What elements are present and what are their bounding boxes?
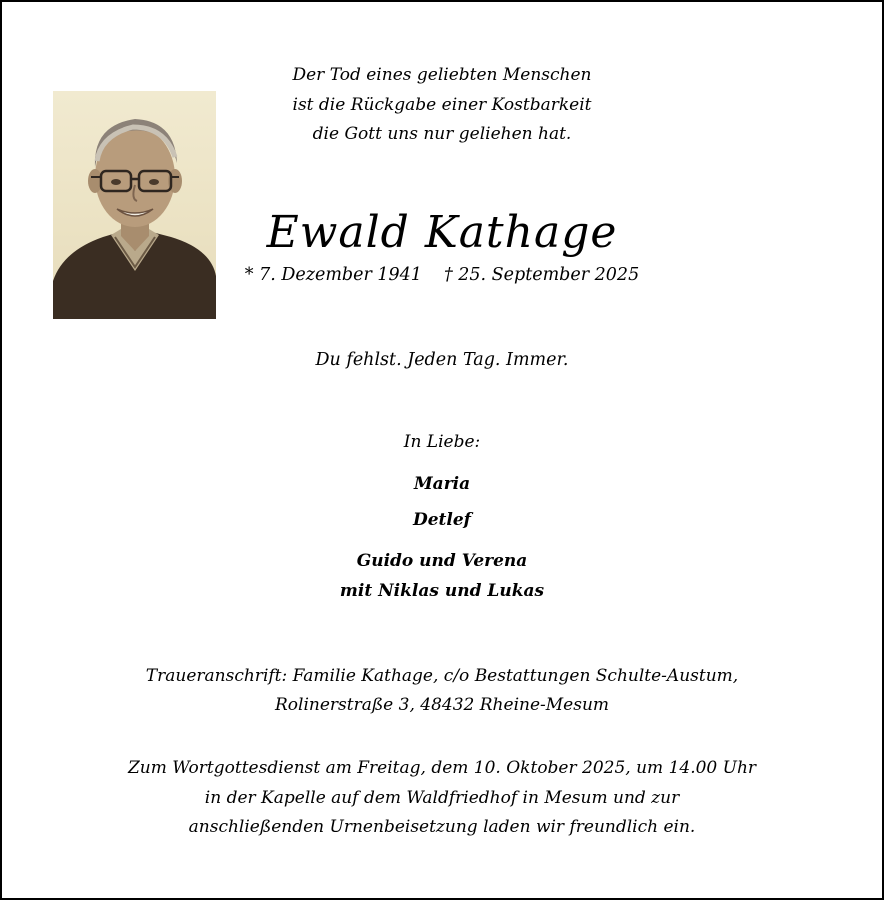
mourner-name: Guido und Verena (356, 551, 528, 571)
service-notice (0, 754, 884, 843)
poem (0, 61, 884, 150)
service-line: in der Kapelle auf dem Waldfriedhof in Mesum und zur (204, 787, 680, 808)
service-line: anschließenden Urnenbeisetzung laden wir freundlich ein. (188, 817, 696, 837)
birth-date: * 7. Dezember 1941 (244, 265, 422, 285)
in-love-label: In Liebe: (403, 432, 481, 452)
death-date: † 25. September 2025 (443, 265, 640, 285)
address-line: Rolinerstraße 3, 48432 Rheine-Mesum (274, 695, 610, 715)
poem-line: die Gott uns nur geliehen hat. (312, 124, 572, 144)
mourning-address (0, 662, 884, 720)
motto: Du fehlst. Jeden Tag. Immer. (315, 350, 569, 370)
mourner-name: mit Niklas und Lukas (339, 581, 545, 601)
deceased-name: Ewald Kathage (266, 207, 618, 258)
poem-line: Der Tod eines geliebten Menschen (292, 65, 592, 85)
poem-line: ist die Rückgabe einer Kostbarkeit (292, 94, 592, 115)
mourner-name: Detlef (413, 510, 471, 530)
mourner-group (0, 546, 884, 606)
life-dates (0, 265, 884, 285)
address-line: Traueranschrift: Familie Kathage, c/o Bestattungen Schulte-Austum, (145, 666, 739, 686)
service-line: Zum Wortgottesdienst am Freitag, dem 10. Oktober 2025, um 14.00 Uhr (127, 758, 757, 778)
mourner-name: Maria (413, 474, 471, 494)
